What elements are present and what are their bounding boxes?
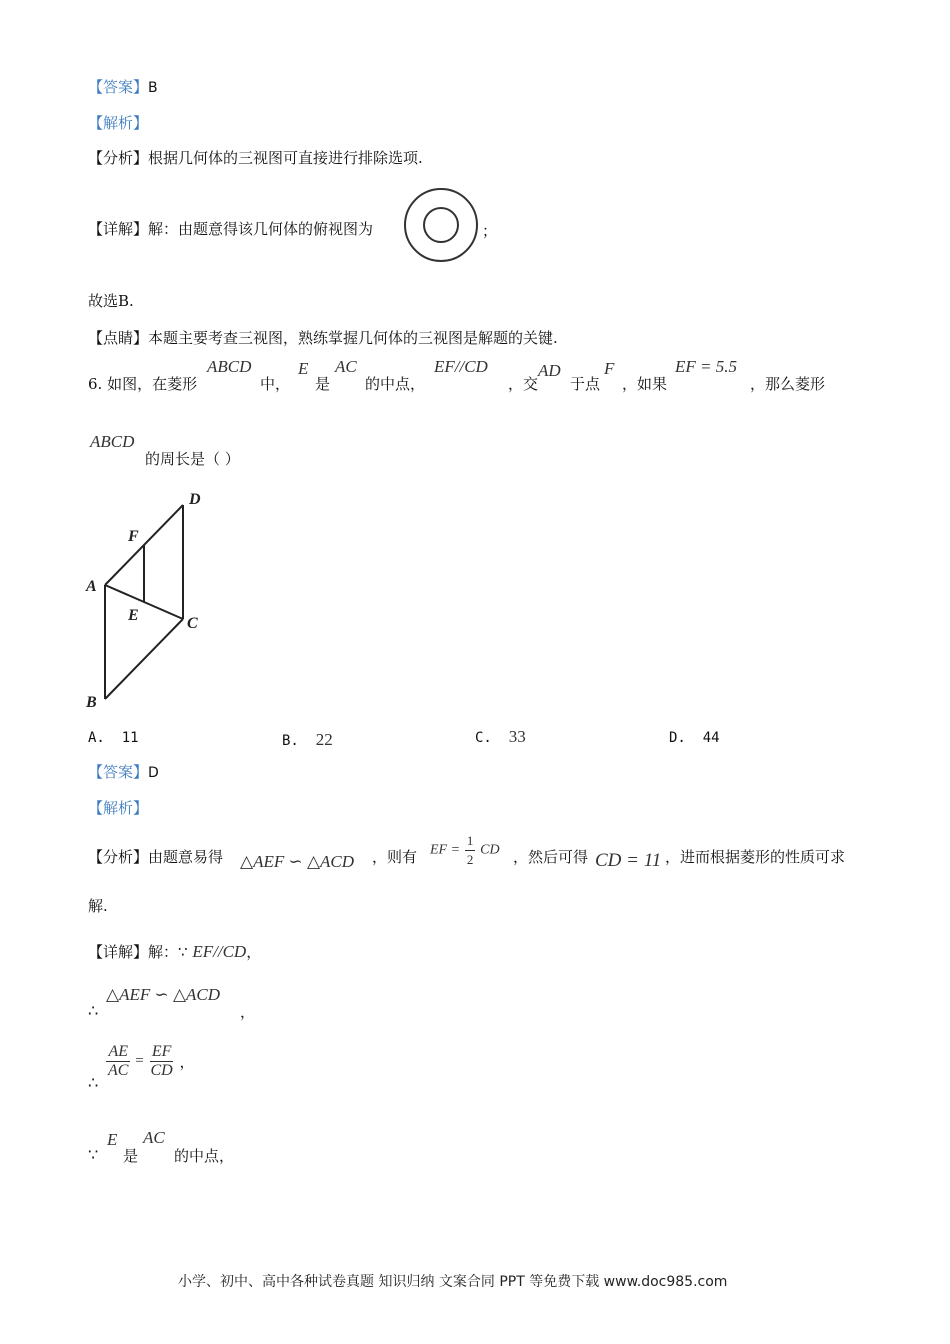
footer-text: 小学、初中、高中各种试卷真题 知识归纳 文案合同 PPT 等免费下载 www.doc985.com [178,1274,728,1290]
answer-line-2 [88,761,159,782]
detail2-math: EF//CD [192,942,247,961]
answer-tag: 【答案】 [88,78,149,96]
step3-t2: 的中点， [174,1147,235,1165]
because-symbol: ∵ [178,943,188,961]
label-e: E [128,607,139,624]
q6-math-ef-value: EF = 5.5 [675,357,737,376]
analyze2-math-fraction [430,832,500,869]
analyze2-t2: ，则有 [372,848,418,866]
step3-math-ac: AC [143,1128,165,1147]
step1-math: △AEF ∽ △ACD [106,985,221,1004]
option-value: 33 [508,727,526,746]
q6-math-e: E [298,359,309,378]
analyze2-t3: ，然后可得 [513,848,589,866]
step3-t1: 是 [123,1147,139,1165]
option-value: 22 [315,730,333,749]
answer-tag: 【答案】 [88,763,149,781]
top-view-ring-figure [402,187,482,265]
analyze2-m2a: EF = [430,842,461,858]
option-letter: A. [88,730,105,746]
q6-text-1: 6. 如图，在菱形 [88,375,198,393]
q6-text-4: 的中点， [365,375,426,393]
analyze2-math-similar: △AEF ∽ △ACD [240,852,355,871]
rhombus-figure [80,485,220,715]
detail2-tag: 【详解】 [88,943,149,961]
q6-math-f: F [604,359,615,378]
ratio-denominator-2: CD [150,1062,173,1079]
answer-line [88,76,158,97]
label-f: F [128,528,139,545]
ratio-ef-cd [148,1043,174,1080]
half-fraction [465,832,476,869]
conclude-line [88,290,134,311]
analyze2-m2b: CD [480,842,500,858]
ratio-numerator-2: EF [151,1043,172,1060]
q6-math-ac: AC [335,357,357,376]
analyze2-t5: 解. [88,897,108,915]
option-letter: C. [475,730,492,746]
q6-text-9: 的周长是（ ） [145,450,240,468]
ratio-numerator-1: AE [108,1043,128,1060]
analyze-line [88,147,423,168]
step2-end: ， [179,1053,195,1071]
option-letter: D. [669,730,686,746]
q6-text-3: 是 [315,375,331,393]
detail-line [88,218,373,239]
answer-value: B [148,80,158,96]
analyze-tag: 【分析】 [88,149,149,167]
analyze2-tag: 【分析】 [88,848,149,866]
detail-after: ； [482,222,498,240]
therefore-symbol-1: ∴ [88,1001,99,1020]
detail-tag: 【详解】 [88,220,149,238]
conclude-end: . [129,292,134,310]
option-c [475,727,526,747]
edge-cb [105,619,183,699]
label-b: B [86,694,97,711]
step3-math-e: E [107,1130,118,1149]
q6-text-6: 于点 [570,375,601,393]
detail2-line [88,941,261,962]
q6-math-ef-parallel-cd: EF//CD [434,357,488,376]
comment-text: 本题主要考查三视图，熟练掌握几何体的三视图是解题的关键. [148,329,558,347]
ratio-denominator-1: AC [108,1062,129,1079]
ratio-equals: = [135,1053,144,1069]
therefore-symbol-2: ∴ [88,1073,99,1092]
detail-text: 解：由题意得该几何体的俯视图为 [148,220,374,238]
q6-math-abcd-2: ABCD [90,432,135,451]
q6-text-8: ，那么菱形 [750,375,826,393]
analyze2-math-cd: CD = 11 [595,850,662,871]
conclude-text: 故选 [88,292,119,310]
option-value: 11 [121,730,139,746]
half-numerator: 1 [465,832,476,851]
answer-value: D [148,765,159,781]
ratio-equation [106,1043,195,1080]
half-denominator: 2 [466,852,474,867]
q6-math-abcd: ABCD [207,357,252,376]
analysis-tag-2: 【解析】 [88,799,149,817]
option-b [282,730,333,750]
q6-text-7: ，如果 [622,375,668,393]
step1-end: ， [240,1003,256,1021]
q6-text-5: ，交 [508,375,539,393]
comment-tag: 【点睛】 [88,329,149,347]
because-symbol-2: ∵ [88,1145,99,1164]
ratio-ae-ac [106,1043,130,1080]
q6-text-2: 中， [260,375,291,393]
option-d [669,730,720,746]
analyze2-text-1 [88,846,223,867]
comment-line [88,327,558,348]
label-d: D [189,491,201,508]
analyze-text: 根据几何体的三视图可直接进行排除选项. [148,149,423,167]
analyze2-t1: 由题意易得 [148,848,224,866]
option-a [88,730,139,746]
detail2-t1: 解： [148,943,179,961]
analysis-tag: 【解析】 [88,114,149,132]
label-c: C [187,615,198,632]
analyze2-t4: ，进而根据菱形的性质可求 [665,848,846,866]
q6-math-ad: AD [538,361,561,380]
conclude-choice: B [118,292,130,310]
option-value: 44 [702,730,720,746]
option-letter: B. [282,733,299,749]
detail2-end: ， [246,943,262,961]
label-a: A [86,578,97,595]
